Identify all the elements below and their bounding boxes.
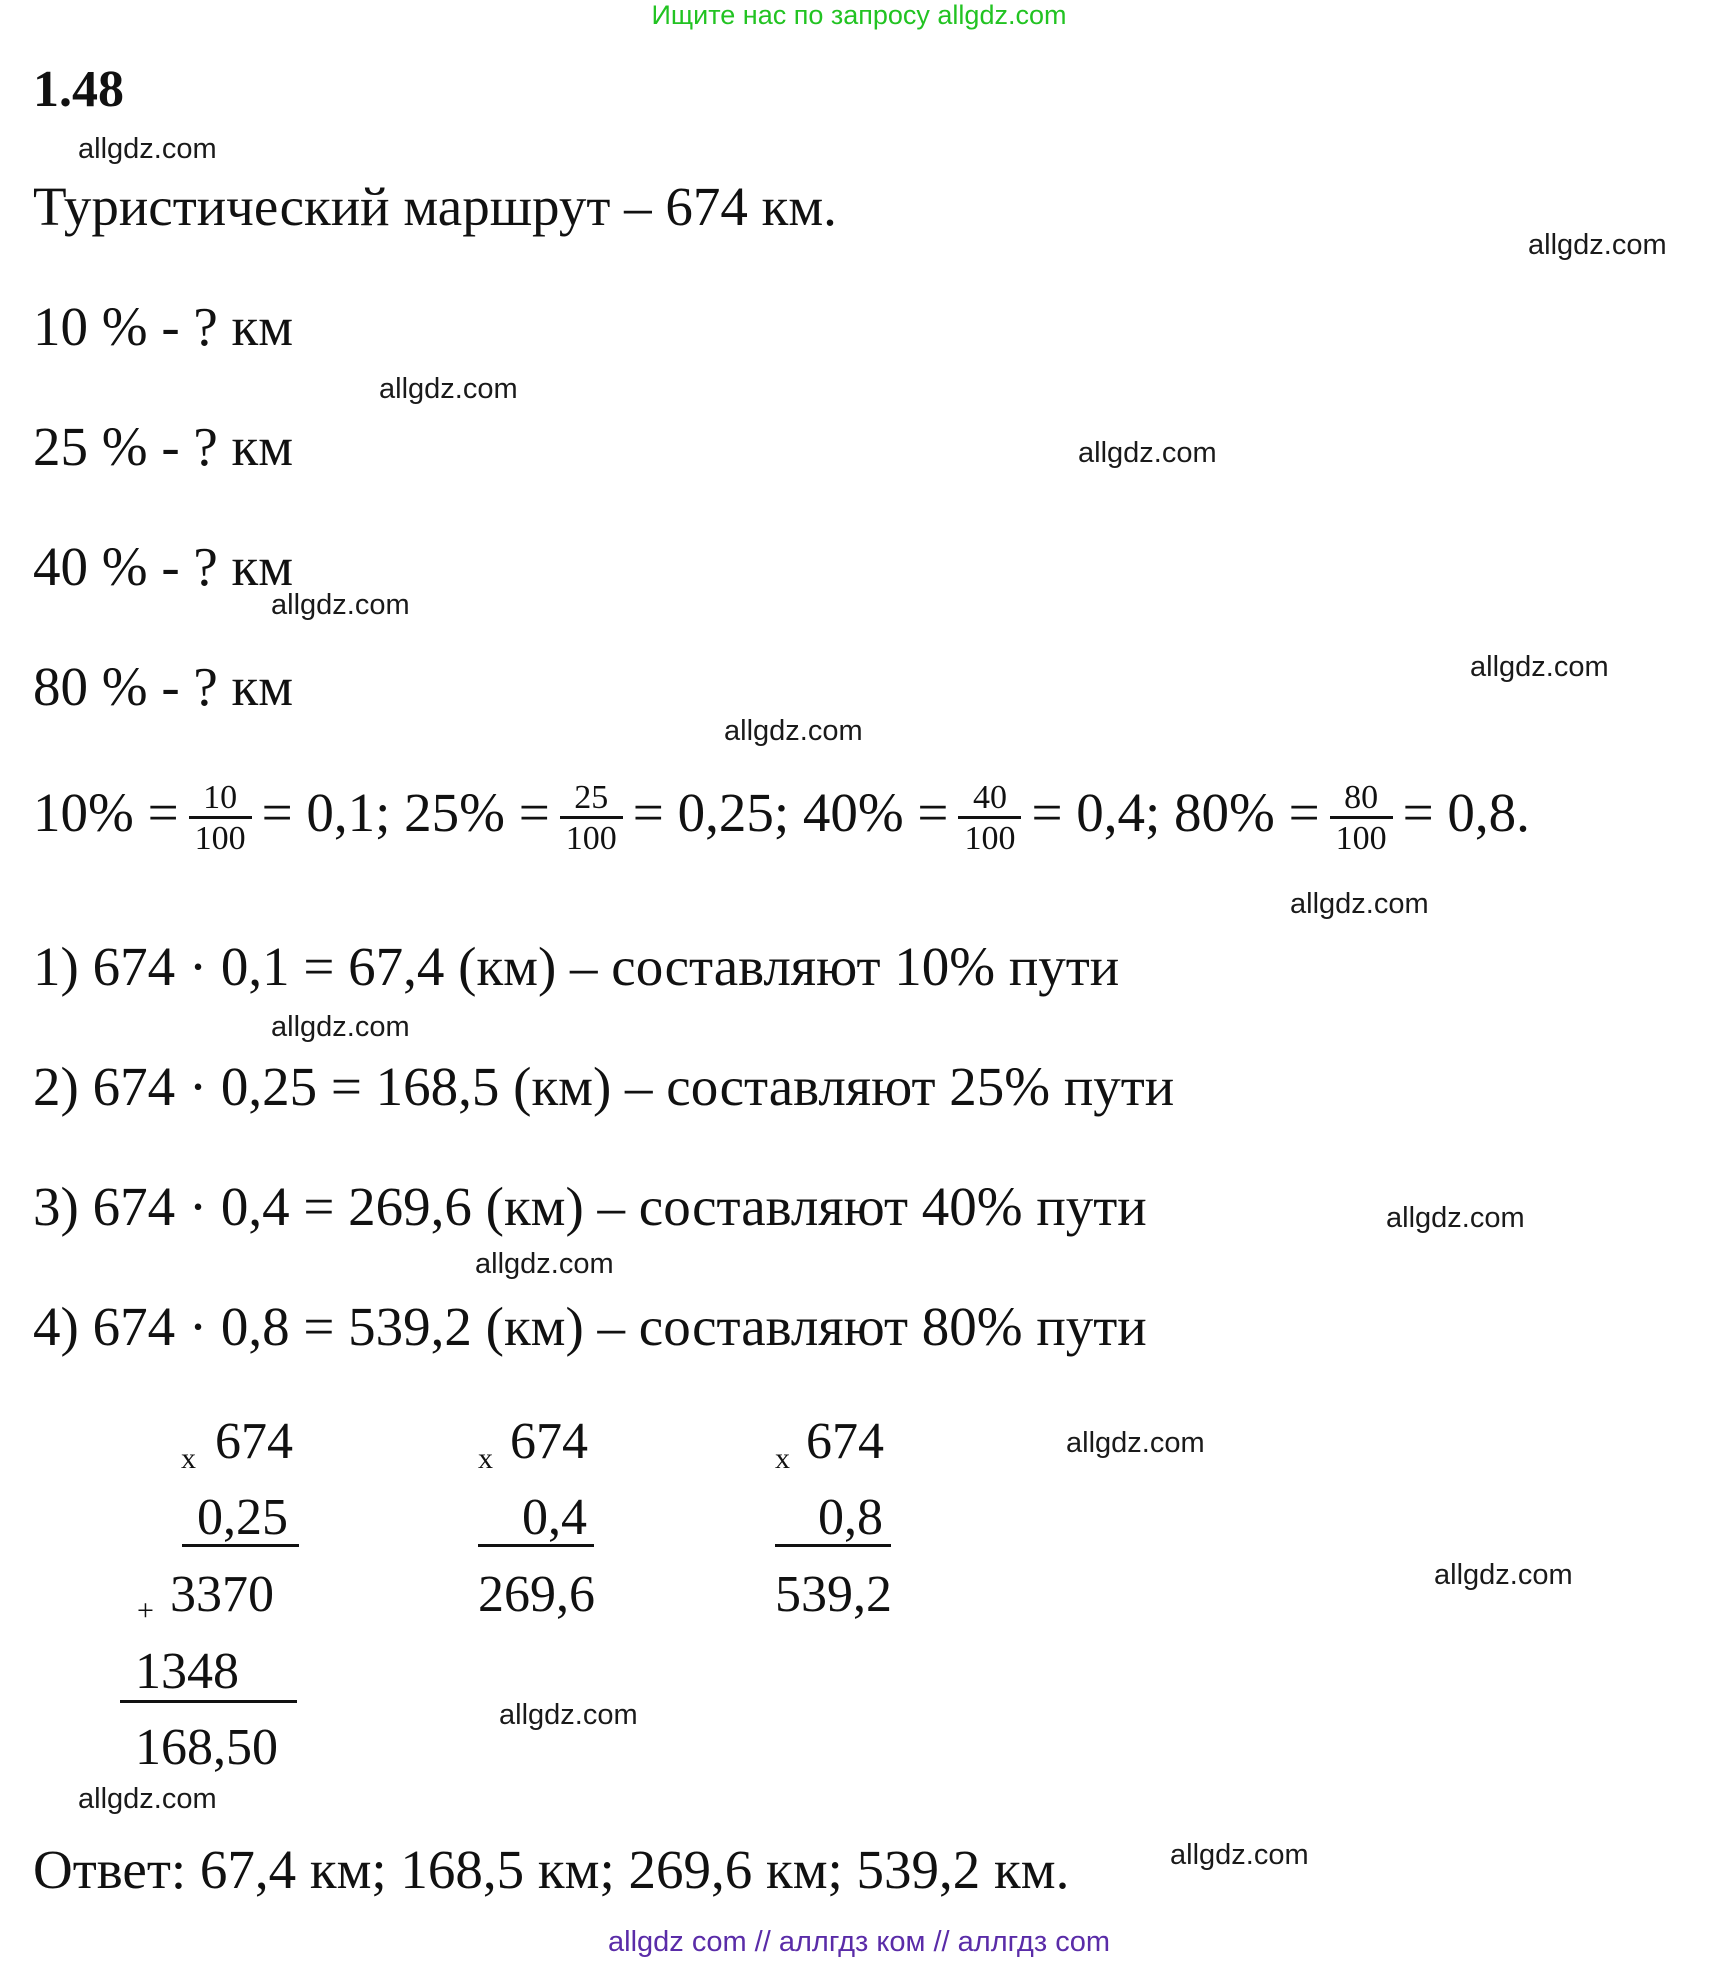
- question-40: 40 % - ? км: [33, 536, 294, 597]
- col-a-rule-1: [182, 1544, 299, 1547]
- problem-statement: Туристический маршрут – 674 км.: [33, 176, 837, 237]
- fraction-denominator: 100: [964, 819, 1016, 857]
- fraction-40: [958, 780, 1021, 856]
- pct-10: 10%: [33, 781, 134, 843]
- watermark: allgdz.com: [1528, 229, 1667, 261]
- step-3: 3) 674 · 0,4 = 269,6 (км) – составляют 40% пути: [33, 1176, 1147, 1237]
- col-a-factor: 0,25: [197, 1489, 288, 1546]
- col-a-rule-2: [120, 1700, 297, 1703]
- watermark: allgdz.com: [1470, 651, 1609, 683]
- col-c-top: 674: [806, 1413, 884, 1470]
- step-1: 1) 674 · 0,1 = 67,4 (км) – составляют 10% пути: [33, 936, 1120, 997]
- watermark: allgdz.com: [475, 1248, 614, 1280]
- fraction-10: [189, 780, 252, 856]
- pct-40: 40%: [802, 781, 904, 843]
- fraction-numerator: 40: [958, 780, 1021, 819]
- col-b-rule: [478, 1544, 594, 1547]
- pct-80: 80%: [1174, 781, 1275, 843]
- col-a-top: 674: [215, 1413, 293, 1470]
- watermark: allgdz.com: [78, 1783, 217, 1815]
- col-c-factor: 0,8: [818, 1489, 883, 1546]
- dec-80: 0,8: [1447, 781, 1517, 843]
- dec-10: 0,1: [306, 781, 376, 843]
- mult-sign: x: [181, 1442, 196, 1475]
- mult-sign: x: [775, 1442, 790, 1475]
- question-25: 25 % - ? км: [33, 416, 294, 477]
- fraction-80: [1330, 780, 1393, 856]
- fraction-denominator: 100: [565, 819, 617, 857]
- question-80: 80 % - ? км: [33, 656, 294, 717]
- col-a-partial-1: 3370: [170, 1566, 274, 1623]
- fraction-25: [560, 780, 623, 856]
- watermark: allgdz.com: [1078, 437, 1217, 469]
- dec-25: 0,25: [677, 781, 774, 843]
- plus-sign: +: [137, 1594, 154, 1627]
- col-b-top: 674: [510, 1413, 588, 1470]
- dec-40: 0,4: [1076, 781, 1145, 843]
- fraction-numerator: 10: [189, 780, 252, 819]
- col-b-result: 269,6: [478, 1566, 595, 1623]
- question-10: 10 % - ? км: [33, 296, 294, 357]
- pct-25: 25%: [404, 781, 505, 843]
- col-a-partial-2: 1348: [135, 1643, 239, 1700]
- fraction-denominator: 100: [1335, 819, 1387, 857]
- fraction-denominator: 100: [194, 819, 246, 857]
- watermark: allgdz.com: [1434, 1559, 1573, 1591]
- col-c-rule: [775, 1544, 891, 1547]
- fraction-numerator: 80: [1330, 780, 1393, 819]
- col-a-result: 168,50: [135, 1719, 278, 1776]
- watermark: allgdz.com: [78, 133, 217, 165]
- watermark: allgdz.com: [271, 589, 410, 621]
- answer: Ответ: 67,4 км; 168,5 км; 269,6 км; 539,2 км.: [33, 1839, 1070, 1900]
- step-4: 4) 674 · 0,8 = 539,2 (км) – составляют 80% пути: [33, 1296, 1147, 1357]
- watermark: allgdz.com: [1386, 1202, 1525, 1234]
- task-number: 1.48: [33, 61, 124, 118]
- watermark: allgdz.com: [1066, 1427, 1205, 1459]
- watermark: allgdz.com: [724, 715, 863, 747]
- percent-conversions: 10% = $\frac{10}{100}$ = 0,1; 25% = $\frac{25}{100}$ = 0,25; 40% = $\frac{40}{100}$ = 0,4; 80% = $\frac{80}{100}$ = 0,8.: [33, 779, 1530, 857]
- step-2: 2) 674 · 0,25 = 168,5 (км) – составляют 25% пути: [33, 1056, 1175, 1117]
- top-banner: Ищите нас по запросу allgdz.com: [651, 0, 1067, 30]
- footer: allgdz com // аллгдз ком // аллгдз com: [608, 1926, 1110, 1958]
- mult-sign: x: [478, 1442, 493, 1475]
- watermark: allgdz.com: [1290, 888, 1429, 920]
- watermark: allgdz.com: [271, 1011, 410, 1043]
- fraction-numerator: 25: [560, 780, 623, 819]
- col-c-result: 539,2: [775, 1566, 892, 1623]
- watermark: allgdz.com: [1170, 1839, 1309, 1871]
- col-b-factor: 0,4: [522, 1489, 587, 1546]
- watermark: allgdz.com: [379, 373, 518, 405]
- watermark: allgdz.com: [499, 1699, 638, 1731]
